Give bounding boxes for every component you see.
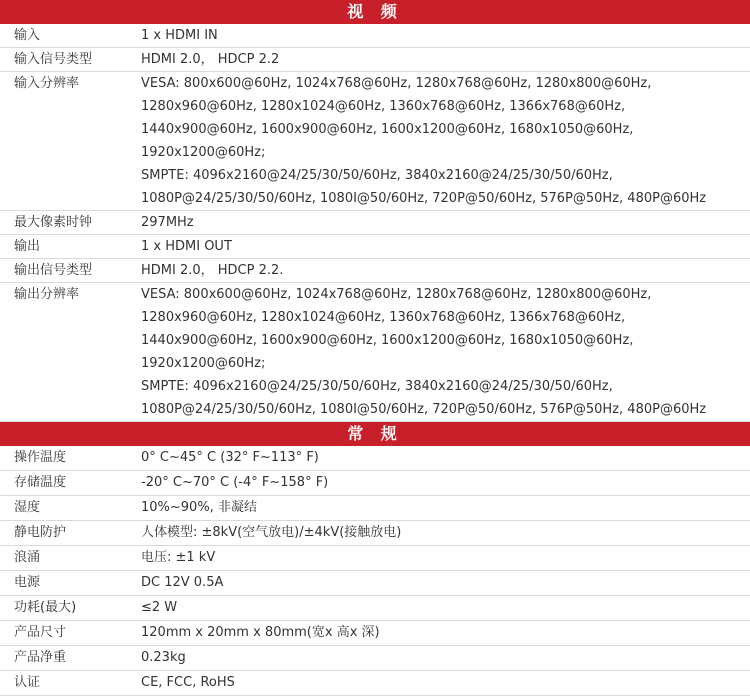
spec-label: 产品净重 (14, 650, 67, 665)
spec-row (0, 211, 750, 235)
spec-value (141, 48, 750, 71)
spec-value-line: ≤2 W (141, 600, 178, 615)
spec-value (141, 546, 750, 570)
spec-value-line: 1280x960@60Hz, 1280x1024@60Hz, 1360x768@60Hz, 1366x768@60Hz, (141, 310, 626, 325)
spec-value (141, 596, 750, 620)
spec-value-line: 1 x HDMI OUT (141, 239, 232, 254)
spec-row (0, 283, 750, 422)
spec-label: 最大像素时钟 (14, 215, 93, 230)
spec-value (141, 496, 750, 520)
spec-label: 操作温度 (14, 450, 67, 465)
spec-row (0, 496, 750, 521)
spec-value-line: DC 12V 0.5A (141, 575, 224, 590)
spec-value (141, 621, 750, 645)
spec-value-line: 1080P@24/25/30/50/60Hz, 1080I@50/60Hz, 720P@50/60Hz, 576P@50Hz, 480P@60Hz (141, 402, 707, 417)
spec-value-line: 电压: ±1 kV (141, 550, 216, 565)
spec-row (0, 48, 750, 72)
spec-value (141, 283, 750, 421)
spec-value-line: VESA: 800x600@60Hz, 1024x768@60Hz, 1280x768@60Hz, 1280x800@60Hz, (141, 287, 652, 302)
spec-value-line: 1080P@24/25/30/50/60Hz, 1080I@50/60Hz, 720P@50/60Hz, 576P@50Hz, 480P@60Hz (141, 191, 707, 206)
spec-row (0, 671, 750, 696)
spec-value-line: 人体模型: ±8kV(空气放电)/±4kV(接触放电) (141, 525, 402, 540)
spec-value (141, 211, 750, 234)
spec-label: 静电防护 (14, 525, 67, 540)
spec-value (141, 72, 750, 210)
spec-value (141, 235, 750, 258)
spec-value-line: -20° C~70° C (-4° F~158° F) (141, 475, 329, 490)
spec-value-line: 0° C~45° C (32° F~113° F) (141, 450, 319, 465)
spec-label: 电源 (14, 575, 41, 590)
section-header: 视 频 (0, 0, 750, 24)
spec-value (141, 571, 750, 595)
spec-value (141, 471, 750, 495)
spec-value (141, 24, 750, 47)
spec-row (0, 646, 750, 671)
spec-value (141, 259, 750, 282)
spec-label: 产品尺寸 (14, 625, 67, 640)
spec-label: 输出分辨率 (14, 287, 80, 302)
spec-value-line: 120mm x 20mm x 80mm(宽x 高x 深) (141, 625, 380, 640)
spec-value-line: SMPTE: 4096x2160@24/25/30/50/60Hz, 3840x2160@24/25/30/50/60Hz, (141, 168, 613, 183)
spec-row (0, 571, 750, 596)
spec-value-line: 10%~90%, 非凝结 (141, 500, 257, 515)
spec-value (141, 646, 750, 670)
spec-row (0, 446, 750, 471)
spec-value-line: SMPTE: 4096x2160@24/25/30/50/60Hz, 3840x2160@24/25/30/50/60Hz, (141, 379, 613, 394)
spec-label: 输入 (14, 28, 41, 43)
section-header: 常 规 (0, 422, 750, 446)
spec-value (141, 671, 750, 695)
spec-value-line: HDMI 2.0， HDCP 2.2 (141, 52, 280, 67)
spec-value-line: HDMI 2.0， HDCP 2.2. (141, 263, 284, 278)
spec-row (0, 471, 750, 496)
spec-label: 输出 (14, 239, 41, 254)
spec-label: 认证 (14, 675, 41, 690)
spec-value-line: 1440x900@60Hz, 1600x900@60Hz, 1600x1200@60Hz, 1680x1050@60Hz, (141, 333, 634, 348)
spec-row (0, 596, 750, 621)
spec-row (0, 235, 750, 259)
spec-value-line: 1440x900@60Hz, 1600x900@60Hz, 1600x1200@60Hz, 1680x1050@60Hz, (141, 122, 634, 137)
spec-value-line: CE, FCC, RoHS (141, 675, 235, 690)
spec-row (0, 521, 750, 546)
spec-label: 浪涌 (14, 550, 41, 565)
spec-row (0, 24, 750, 48)
spec-value-line: 297MHz (141, 215, 194, 230)
spec-label: 存储温度 (14, 475, 67, 490)
spec-value (141, 521, 750, 545)
spec-label: 功耗(最大) (14, 600, 77, 615)
spec-label: 湿度 (14, 500, 41, 515)
spec-value-line: VESA: 800x600@60Hz, 1024x768@60Hz, 1280x768@60Hz, 1280x800@60Hz, (141, 76, 652, 91)
spec-label: 输出信号类型 (14, 263, 93, 278)
spec-value-line: 1920x1200@60Hz; (141, 145, 266, 160)
spec-row (0, 546, 750, 571)
spec-label: 输入分辨率 (14, 76, 80, 91)
spec-label: 输入信号类型 (14, 52, 93, 67)
spec-value-line: 0.23kg (141, 650, 186, 665)
spec-row (0, 72, 750, 211)
spec-value (141, 446, 750, 470)
spec-value-line: 1 x HDMI IN (141, 28, 218, 43)
spec-row (0, 621, 750, 646)
spec-value-line: 1280x960@60Hz, 1280x1024@60Hz, 1360x768@60Hz, 1366x768@60Hz, (141, 99, 626, 114)
spec-value-line: 1920x1200@60Hz; (141, 356, 266, 371)
spec-row (0, 259, 750, 283)
